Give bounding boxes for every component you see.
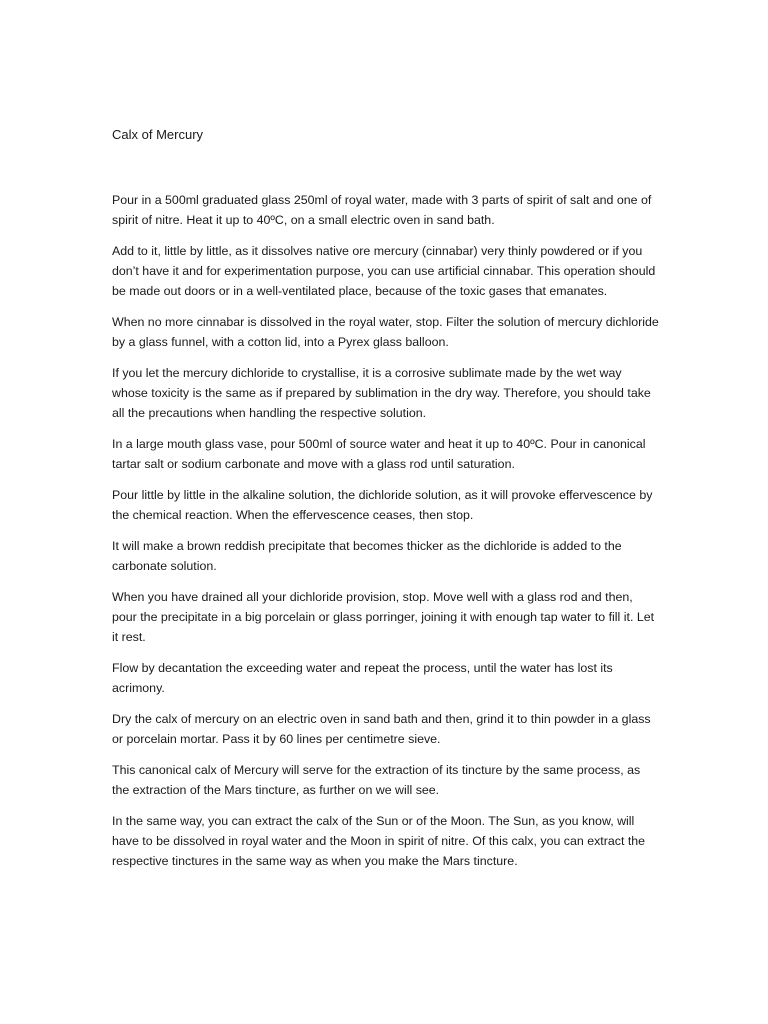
paragraph: Pour little by little in the alkaline solution, the dichloride solution, as it will provoke effervescence by the chemical reaction. When the effervescence ceases, then stop. bbox=[112, 488, 653, 522]
paragraph: If you let the mercury dichloride to crystallise, it is a corrosive sublimate made by the wet way whose toxicity is the same as if prepared by sublimation in the dry way. Therefore, you should take all the precautions when handling the respective solution. bbox=[112, 366, 651, 420]
paragraph: In a large mouth glass vase, pour 500ml of source water and heat it up to 40ºC. Pour in canonical tartar salt or sodium carbonate and move with a glass rod until saturation. bbox=[112, 437, 646, 471]
paragraph: When you have drained all your dichloride provision, stop. Move well with a glass rod and then, pour the precipitate in a big porcelain or glass porringer, joining it with enough tap water to fill it. Let it rest. bbox=[112, 590, 655, 644]
paragraph: Flow by decantation the exceeding water and repeat the process, until the water has lost its acrimony. bbox=[112, 661, 613, 695]
paragraph: In the same way, you can extract the calx of the Sun or of the Moon. The Sun, as you know, will have to be dissolved in royal water and the Moon in spirit of nitre. Of this calx, you can extract the respective tinctures in the same way as when you make the Mars tincture. bbox=[112, 814, 646, 868]
paragraph: When no more cinnabar is dissolved in the royal water, stop. Filter the solution of mercury dichloride by a glass funnel, with a cotton lid, into a Pyrex glass balloon. bbox=[112, 315, 659, 349]
document-title: Calx of Mercury bbox=[112, 127, 204, 142]
paragraph: It will make a brown reddish precipitate that becomes thicker as the dichloride is added to the carbonate solution. bbox=[112, 539, 622, 573]
document-body bbox=[112, 190, 660, 882]
paragraph: Dry the calx of mercury on an electric oven in sand bath and then, grind it to thin powder in a glass or porcelain mortar. Pass it by 60 lines per centimetre sieve. bbox=[112, 712, 651, 746]
paragraph: This canonical calx of Mercury will serve for the extraction of its tincture by the same process, as the extraction of the Mars tincture, as further on we will see. bbox=[112, 763, 641, 797]
paragraph: Add to it, little by little, as it dissolves native ore mercury (cinnabar) very thinly powdered or if you don’t have it and for experimentation purpose, you can use artificial cinnabar. This operation should be made out doors or in a well-ventilated place, because of the toxic gases that emanates. bbox=[112, 244, 656, 298]
paragraph: Pour in a 500ml graduated glass 250ml of royal water, made with 3 parts of spirit of salt and one of spirit of nitre. Heat it up to 40ºC, on a small electric oven in sand bath. bbox=[112, 193, 652, 227]
